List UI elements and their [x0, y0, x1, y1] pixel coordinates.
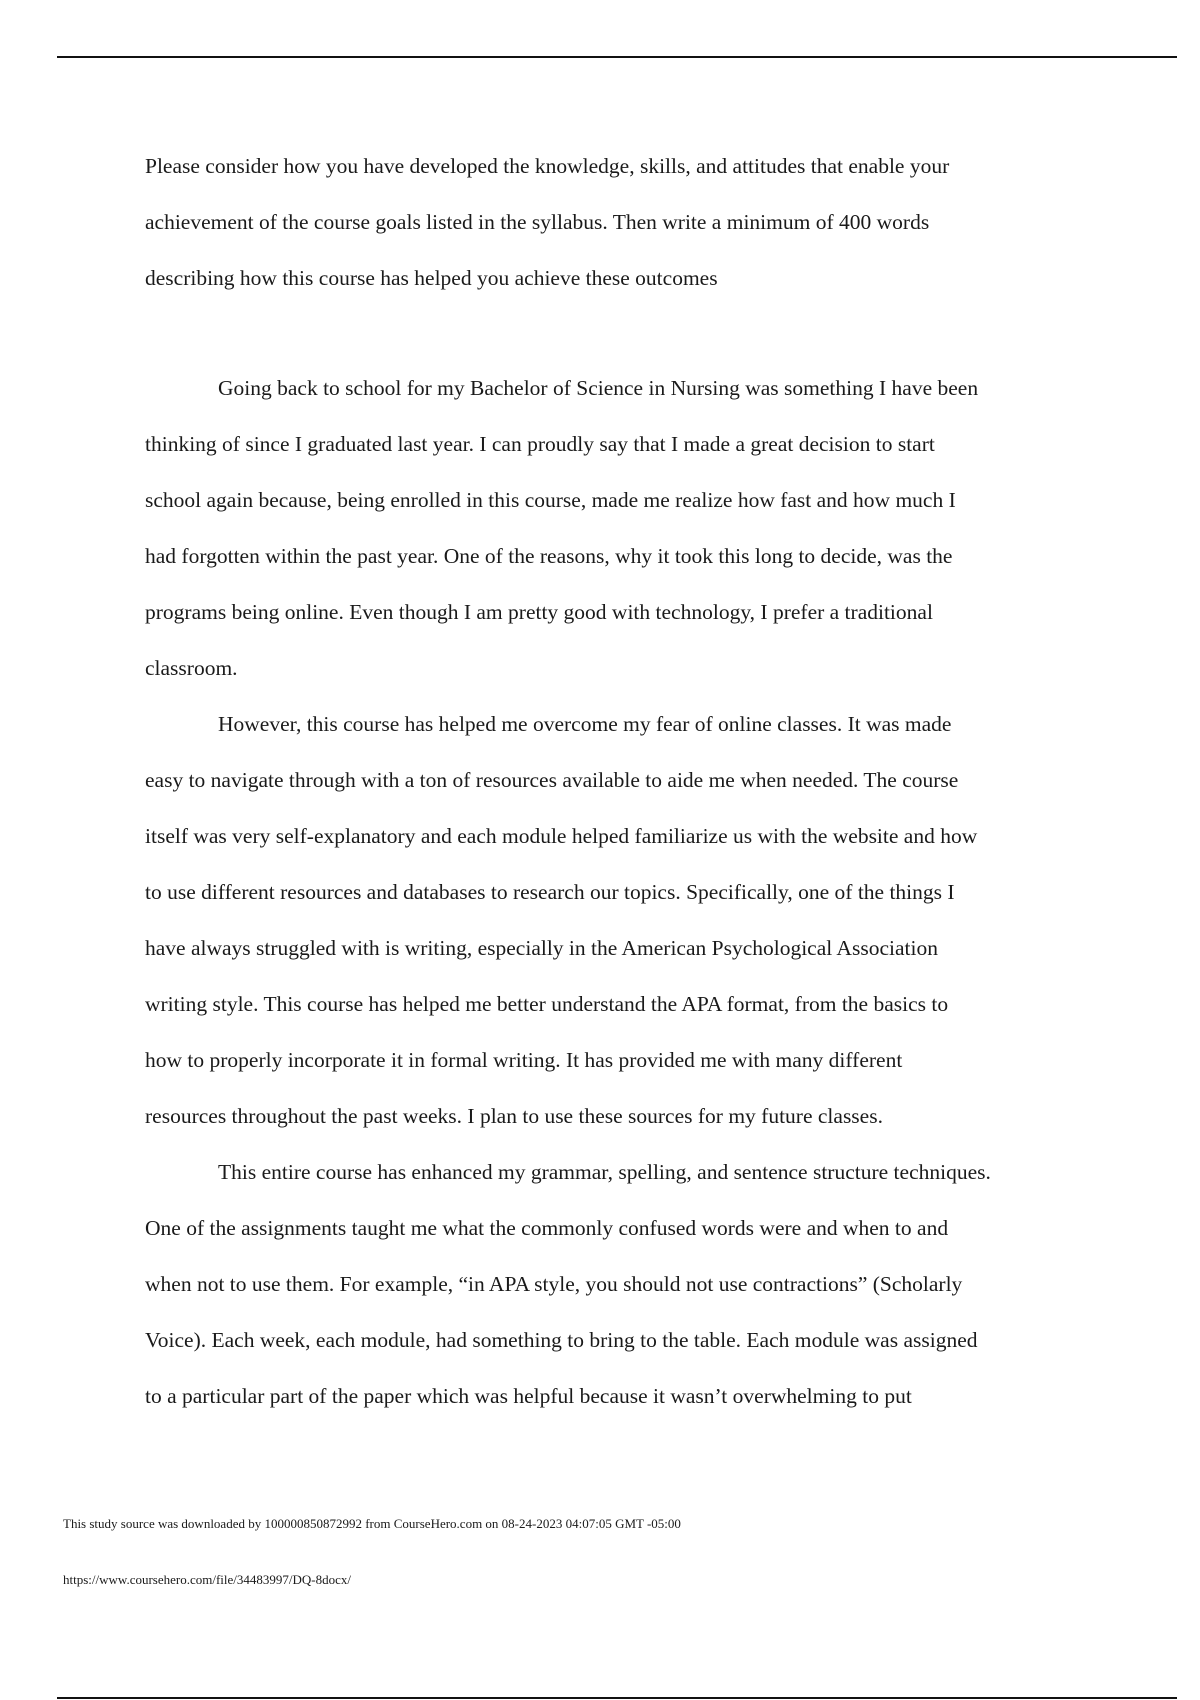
prompt-block: [145, 138, 1095, 306]
prompt-line: describing how this course has helped you achieve these outcomes: [145, 266, 718, 290]
paragraph-gap: [145, 306, 1095, 360]
paragraph-line: Going back to school for my Bachelor of Science in Nursing was something I have been: [218, 376, 979, 400]
paragraph-line: One of the assignments taught me what the commonly confused words were and when to and: [145, 1216, 949, 1240]
document-body: [145, 138, 1095, 1424]
paragraph-1: [145, 360, 1095, 696]
paragraph-line: This entire course has enhanced my grammar, spelling, and sentence structure techniques.: [218, 1160, 991, 1184]
paragraph-line: classroom.: [145, 656, 238, 680]
download-notice: This study source was downloaded by 100000850872992 from CourseHero.com on 08-24-2023 04:07:05 GMT -05:00: [63, 1516, 681, 1531]
paragraph-line: However, this course has helped me overcome my fear of online classes. It was made: [218, 712, 952, 736]
paragraph-line: have always struggled with is writing, especially in the American Psychological Association: [145, 936, 938, 960]
paragraph-line: easy to navigate through with a ton of resources available to aide me when needed. The course: [145, 768, 959, 792]
paragraph-line: resources throughout the past weeks. I plan to use these sources for my future classes.: [145, 1104, 883, 1128]
prompt-line: achievement of the course goals listed in the syllabus. Then write a minimum of 400 words: [145, 210, 930, 234]
paragraph-line: had forgotten within the past year. One of the reasons, why it took this long to decide, was the: [145, 544, 953, 568]
paragraph-2: [145, 696, 1095, 1144]
source-url[interactable]: https://www.coursehero.com/file/34483997/DQ-8docx/: [63, 1572, 351, 1587]
paragraph-line: when not to use them. For example, “in APA style, you should not use contractions” (Scholarly: [145, 1272, 963, 1296]
paragraph-line: to a particular part of the paper which was helpful because it wasn’t overwhelming to put: [145, 1384, 912, 1408]
paragraph-line: school again because, being enrolled in this course, made me realize how fast and how much I: [145, 488, 956, 512]
paragraph-line: how to properly incorporate it in formal writing. It has provided me with many different: [145, 1048, 903, 1072]
paragraph-line: writing style. This course has helped me better understand the APA format, from the basics to: [145, 992, 949, 1016]
paragraph-line: itself was very self-explanatory and each module helped familiarize us with the website and how: [145, 824, 978, 848]
header-rule: [57, 56, 1177, 58]
paragraph-3: [145, 1144, 1095, 1424]
paragraph-line: Voice). Each week, each module, had something to bring to the table. Each module was assigned: [145, 1328, 978, 1352]
paragraph-line: thinking of since I graduated last year. I can proudly say that I made a great decision to start: [145, 432, 935, 456]
paragraph-line: to use different resources and databases to research our topics. Specifically, one of the things I: [145, 880, 955, 904]
prompt-line: Please consider how you have developed the knowledge, skills, and attitudes that enable your: [145, 154, 950, 178]
footer-rule: [57, 1697, 1177, 1699]
paragraph-line: programs being online. Even though I am pretty good with technology, I prefer a traditional: [145, 600, 933, 624]
